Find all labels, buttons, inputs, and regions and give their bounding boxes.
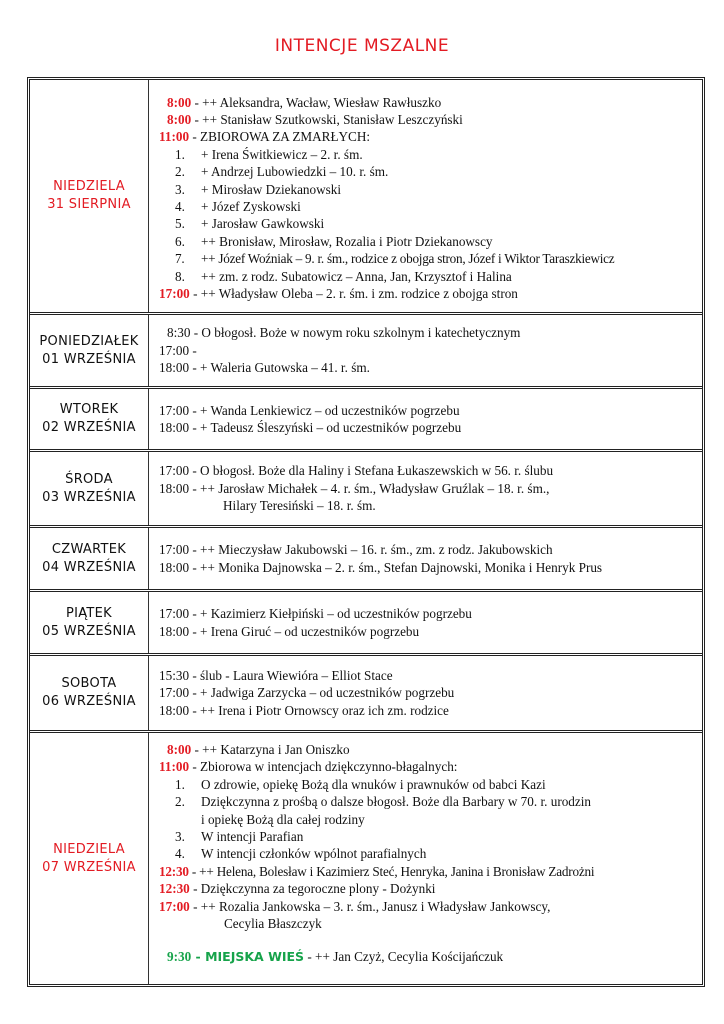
list-text: + Irena Świtkiewicz – 2. r. śm.	[201, 146, 363, 162]
list-item	[157, 268, 702, 285]
mass-line: 17:00 - + Jadwiga Zarzycka – od uczestników pogrzebu	[159, 685, 455, 701]
mass-line	[157, 94, 702, 111]
mass-intention: - ZBIOROWA ZA ZMARŁYCH:	[189, 129, 371, 145]
mass-intention: - Dziękczynna za tegoroczne plony - Dożynki	[189, 881, 436, 897]
day-name: PONIEDZIAŁEK	[39, 333, 139, 349]
list-text: + Mirosław Dziekanowski	[201, 181, 342, 197]
list-number: 2.	[175, 164, 185, 180]
mass-time: 11:00	[159, 129, 190, 145]
table-row-wednesday	[30, 449, 702, 525]
list-text: + Józef Zyskowski	[201, 199, 301, 214]
mass-line: 17:00 - + Wanda Lenkiewicz – od uczestników pogrzebu	[159, 402, 460, 418]
mass-line: 17:00 -	[159, 342, 197, 358]
mass-line: 17:00 - + Kazimierz Kiełpiński – od uczestników pogrzebu	[159, 606, 472, 622]
list-item	[157, 233, 702, 250]
intentions-cell	[149, 389, 702, 449]
mass-intention: - ++ Aleksandra, Wacław, Wiesław Rawłuszko	[191, 94, 442, 110]
mass-time: 11:00	[159, 759, 190, 775]
list-number: 3.	[175, 181, 185, 197]
day-cell	[30, 592, 149, 653]
day-cell	[30, 80, 149, 312]
day-date: 04 WRZEŚNIA	[42, 559, 136, 575]
table-row-thursday	[30, 525, 702, 589]
table-row-monday	[30, 312, 702, 386]
list-item	[157, 163, 702, 180]
list-text: W intencji Parafian	[201, 829, 304, 845]
mass-line: 17:00 - ++ Mieczysław Jakubowski – 16. r. śm., zm. z rodz. Jakubowskich	[159, 542, 553, 558]
mass-line	[157, 863, 702, 880]
intentions-table	[27, 77, 705, 987]
list-text: W intencji członków wpólnot parafialnych	[201, 846, 427, 862]
list-number: 8.	[175, 268, 185, 284]
mass-line-continuation: Hilary Teresiński – 18. r. śm.	[223, 498, 376, 514]
day-cell	[30, 315, 149, 386]
list-text: Dziękczynna z prośbą o dalsze błogosł. Boże dla Barbary w 70. r. urodzin	[201, 794, 592, 810]
list-number: 1.	[175, 146, 185, 162]
mass-line: 8:30 - O błogosł. Boże w nowym roku szkolnym i katechetycznym	[167, 325, 521, 341]
list-text: + Jarosław Gawkowski	[201, 216, 325, 232]
mass-time: 12:30	[159, 863, 189, 879]
mass-time: 8:00	[167, 94, 192, 110]
location-label: - MIEJSKA WIEŚ	[191, 949, 305, 965]
list-number: 5.	[175, 216, 185, 232]
list-item	[157, 146, 702, 163]
list-item	[157, 181, 702, 198]
mass-line	[157, 285, 702, 302]
day-name: NIEDZIELA	[53, 179, 125, 194]
mass-intention: - ++ Władysław Oleba – 2. r. śm. i zm. rodzice z obojga stron	[189, 286, 518, 302]
table-row-tuesday	[30, 386, 702, 449]
list-item	[157, 793, 702, 810]
day-name: ŚRODA	[65, 471, 113, 487]
mass-time: 17:00	[159, 286, 190, 302]
list-text: ++ Józef Woźniak – 9. r. śm., rodzice z obojga stron, Józef i Wiktor Taraszkiewicz	[201, 251, 615, 267]
day-date: 05 WRZEŚNIA	[42, 623, 136, 639]
mass-line	[157, 128, 702, 145]
mass-line	[157, 758, 702, 775]
list-item	[157, 828, 702, 845]
mass-intention: - ++ Helena, Bolesław i Kazimierz Steć, Henryka, Janina i Bronisław Zadrożni	[188, 863, 595, 879]
intentions-cell	[149, 733, 702, 984]
intentions-cell	[149, 528, 702, 589]
mass-line	[157, 948, 702, 965]
day-name: PIĄTEK	[65, 605, 113, 621]
list-number: 4.	[175, 199, 185, 214]
page-title: INTENCJE MSZALNE	[274, 36, 450, 56]
day-name: WTOREK	[59, 402, 119, 417]
intentions-cell	[149, 656, 702, 730]
intentions-cell	[149, 315, 702, 386]
mass-line: 15:30 - ślub - Laura Wiewióra – Elliot Stace	[159, 667, 393, 683]
mass-time: 12:30	[159, 881, 190, 897]
list-text: ++ Bronisław, Mirosław, Rozalia i Piotr Dziekanowscy	[201, 233, 493, 249]
list-item	[157, 250, 702, 267]
day-cell	[30, 452, 149, 525]
mass-line: 17:00 - O błogosł. Boże dla Haliny i Stefana Łukaszewskich w 56. r. ślubu	[159, 463, 554, 479]
mass-time: 9:30	[167, 949, 192, 965]
mass-line: 18:00 - + Waleria Gutowska – 41. r. śm.	[159, 360, 370, 376]
mass-time: 17:00	[159, 898, 190, 914]
list-number: 4.	[175, 846, 185, 862]
day-date: 07 WRZEŚNIA	[42, 859, 136, 875]
list-number: 7.	[175, 251, 185, 267]
day-date: 02 WRZEŚNIA	[42, 420, 136, 435]
mass-line	[157, 880, 702, 897]
list-text: ++ zm. z rodz. Subatowicz – Anna, Jan, Krzysztof i Halina	[201, 268, 512, 284]
mass-line: 18:00 - ++ Irena i Piotr Ornowscy oraz ich zm. rodzice	[159, 702, 449, 718]
list-text: O zdrowie, opiekę Bożą dla wnuków i prawnuków od babci Kazi	[201, 776, 546, 792]
mass-line: 18:00 - + Tadeusz Śleszyński – od uczestników pogrzebu	[159, 420, 462, 435]
list-item-continuation: i opiekę Bożą dla całej rodziny	[201, 811, 365, 827]
mass-line: 18:00 - ++ Monika Dajnowska – 2. r. śm., Stefan Dajnowski, Monika i Henryk Prus	[159, 559, 603, 575]
intentions-cell	[149, 452, 702, 525]
mass-intention: - ++ Jan Czyż, Cecylia Kościjańczuk	[304, 949, 504, 965]
list-number: 3.	[175, 829, 185, 845]
mass-time: 8:00	[167, 742, 192, 757]
mass-line: 18:00 - ++ Jarosław Michałek – 4. r. śm., Władysław Gruźlak – 18. r. śm.,	[159, 480, 550, 496]
day-name: NIEDZIELA	[53, 841, 125, 857]
list-number: 6.	[175, 233, 185, 249]
mass-line: 18:00 - + Irena Giruć – od uczestników pogrzebu	[159, 623, 420, 639]
day-cell	[30, 656, 149, 730]
mass-intention: - ++ Stanisław Szutkowski, Stanisław Leszczyński	[191, 111, 463, 127]
mass-line	[157, 111, 702, 128]
list-item	[157, 215, 702, 232]
mass-time: 8:00	[167, 111, 192, 127]
list-item	[157, 198, 702, 215]
intentions-cell	[149, 80, 702, 312]
day-cell	[30, 528, 149, 589]
day-date: 06 WRZEŚNIA	[42, 694, 136, 709]
intentions-cell	[149, 592, 702, 653]
day-date: 01 WRZEŚNIA	[42, 351, 136, 367]
mass-intention: - ++ Katarzyna i Jan Oniszko	[191, 742, 350, 757]
mass-intention: - Zbiorowa w intencjach dziękczynno-błagalnych:	[189, 759, 458, 775]
list-number: 1.	[175, 776, 185, 792]
list-item	[157, 776, 702, 793]
list-item	[157, 845, 702, 862]
table-row-friday	[30, 589, 702, 653]
table-row-sunday-07	[30, 730, 702, 984]
mass-intention: - ++ Rozalia Jankowska – 3. r. śm., Janusz i Władysław Jankowscy,	[189, 898, 551, 914]
mass-line	[157, 741, 702, 758]
list-text: + Andrzej Lubowiedzki – 10. r. śm.	[201, 164, 389, 180]
table-row-sunday-31	[30, 80, 702, 312]
day-name: SOBOTA	[61, 676, 117, 691]
day-name: CZWARTEK	[51, 541, 127, 557]
day-date: 03 WRZEŚNIA	[42, 489, 136, 505]
table-row-saturday	[30, 653, 702, 730]
mass-line	[157, 898, 702, 915]
day-date: 31 SIERPNIA	[47, 197, 131, 212]
day-cell	[30, 389, 149, 449]
day-cell	[30, 733, 149, 984]
list-number: 2.	[175, 794, 185, 810]
mass-line-continuation: Cecylia Błaszczyk	[224, 916, 322, 932]
